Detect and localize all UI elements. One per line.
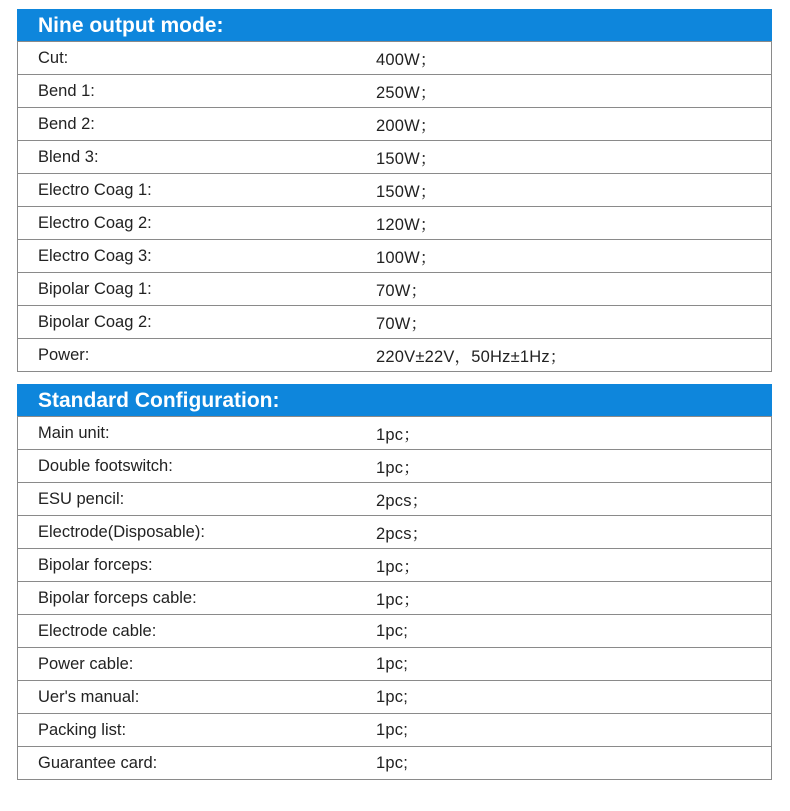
output-modes-rows xyxy=(17,42,772,372)
row-value: 1pc; xyxy=(376,654,408,673)
standard-configuration-rows xyxy=(17,417,772,780)
row-label: Guarantee card: xyxy=(38,753,158,772)
row-value: 120W； xyxy=(376,216,437,234)
row-value: 1pc; xyxy=(376,720,408,739)
row-value: 70W； xyxy=(376,315,428,333)
row-label: Blend 3: xyxy=(38,147,99,166)
row-label: Power cable: xyxy=(38,654,134,673)
row-label: Power: xyxy=(38,345,90,364)
row-value: 150W； xyxy=(376,150,437,168)
standard-configuration-table xyxy=(17,384,772,780)
row-label: Bend 1: xyxy=(38,81,95,100)
row-value: 1pc； xyxy=(376,459,420,477)
row-value: 1pc; xyxy=(376,687,408,706)
row-value: 100W； xyxy=(376,249,437,267)
table-row xyxy=(18,714,771,747)
table-row xyxy=(18,582,771,615)
output-modes-table xyxy=(17,9,772,372)
table-row xyxy=(18,339,771,372)
row-label: Packing list: xyxy=(38,720,127,739)
row-value: 400W； xyxy=(376,51,437,69)
row-value: 220V±22V，50Hz±1Hz； xyxy=(376,348,567,366)
table-row xyxy=(18,648,771,681)
table-row xyxy=(18,207,771,240)
row-value: 1pc； xyxy=(376,558,420,576)
standard-configuration-title: Standard Configuration: xyxy=(17,384,772,417)
output-modes-title: Nine output mode: xyxy=(17,9,772,42)
table-row xyxy=(18,549,771,582)
row-label: Double footswitch: xyxy=(38,456,173,475)
table-row xyxy=(18,108,771,141)
row-label: Uer's manual: xyxy=(38,687,140,706)
table-row xyxy=(18,483,771,516)
row-value: 1pc； xyxy=(376,426,420,444)
table-row xyxy=(18,681,771,714)
row-value: 150W； xyxy=(376,183,437,201)
row-label: Bipolar Coag 1: xyxy=(38,279,152,298)
row-label: Electro Coag 1: xyxy=(38,180,152,199)
table-row xyxy=(18,306,771,339)
row-value: 2pcs； xyxy=(376,525,429,543)
table-row xyxy=(18,42,771,75)
table-row xyxy=(18,75,771,108)
table-row xyxy=(18,240,771,273)
row-value: 70W； xyxy=(376,282,428,300)
table-row xyxy=(18,747,771,780)
row-label: Electrode cable: xyxy=(38,621,157,640)
row-label: Electro Coag 2: xyxy=(38,213,152,232)
row-label: Electro Coag 3: xyxy=(38,246,152,265)
table-row xyxy=(18,417,771,450)
row-label: ESU pencil: xyxy=(38,489,125,508)
table-row xyxy=(18,615,771,648)
table-row xyxy=(18,141,771,174)
table-row xyxy=(18,516,771,549)
row-value: 1pc; xyxy=(376,621,408,640)
row-value: 2pcs； xyxy=(376,492,429,510)
row-label: Bipolar forceps cable: xyxy=(38,588,197,607)
row-label: Bipolar Coag 2: xyxy=(38,312,152,331)
row-label: Cut: xyxy=(38,48,69,67)
row-label: Bipolar forceps: xyxy=(38,555,153,574)
row-value: 1pc; xyxy=(376,753,408,772)
row-value: 200W； xyxy=(376,117,437,135)
row-label: Bend 2: xyxy=(38,114,95,133)
table-row xyxy=(18,450,771,483)
table-row xyxy=(18,174,771,207)
row-value: 250W； xyxy=(376,84,437,102)
row-label: Electrode(Disposable): xyxy=(38,522,205,541)
row-label: Main unit: xyxy=(38,423,110,442)
row-value: 1pc； xyxy=(376,591,420,609)
table-row xyxy=(18,273,771,306)
